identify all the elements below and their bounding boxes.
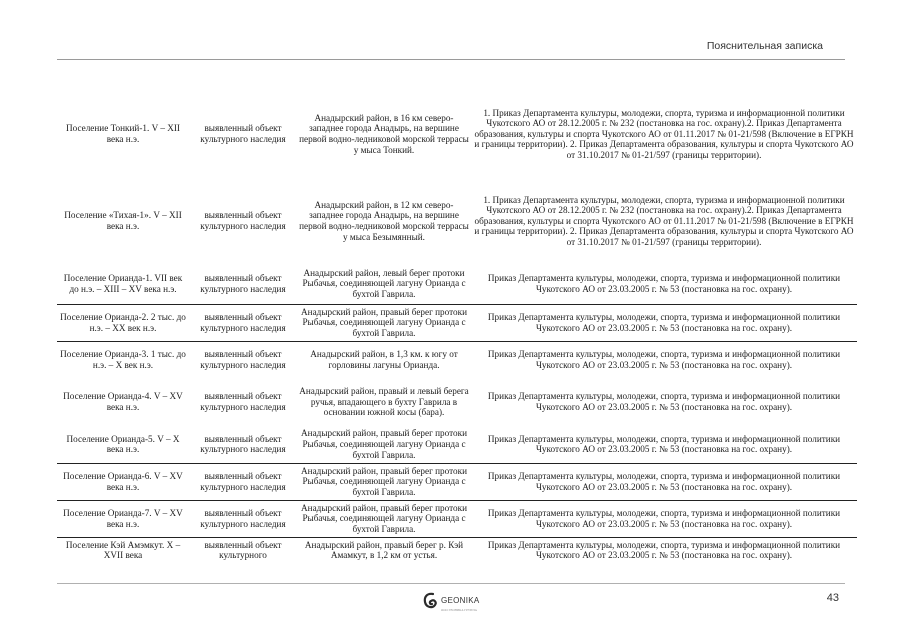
object-docs-cell: 1. Приказ Департамента культуры, молодежи, спорта, туризма и информационной политики Чукотского АО от 28.12.2005 г. № 232 (постановка на гос. охрану).2. Приказ Департамента образования, культуры и спорта Чукотского АО от 01.11.2017 № 01-21/598 (Включение в ЕГРКН и границы территории). 2. Приказ Департамента образования, культуры и спорта Чукотского АО от 31.10.2017 № 01-21/597 (границы территории). <box>474 107 854 160</box>
table-row <box>57 463 857 500</box>
object-docs-cell: Приказ Департамента культуры, молодежи, спорта, туризма и информационной политики Чукотского АО от 23.03.2005 г. № 53 (постановка на гос. охрану). <box>471 426 857 463</box>
object-status-cell: выявленный объект культурного наследия <box>189 264 297 304</box>
logo-wordmark: GEONIKA <box>441 596 480 605</box>
object-name-cell: Поселение Ориандa-1. VII век до н.э. – XIII – XV века н.э. <box>57 264 189 304</box>
table-row <box>57 304 857 341</box>
object-name-cell: Поселение Орианда-5. V – X века н.э. <box>57 426 189 463</box>
object-status-cell: выявленный объект культурного <box>204 539 282 561</box>
document-header-title: Пояснительная записка <box>706 40 823 52</box>
page-number: 43 <box>826 592 839 604</box>
object-status-cell: выявленный объект культурного наследия <box>200 210 286 231</box>
object-docs-cell: Приказ Департамента культуры, молодежи, спорта, туризма и информационной политики Чукотского АО от 23.03.2005 г. № 53 (постановка на гос. охрану). <box>487 539 841 561</box>
object-docs-cell: Приказ Департамента культуры, молодежи, спорта, туризма и информационной политики Чукотского АО от 23.03.2005 г. № 53 (постановка на гос. охрану). <box>471 304 857 341</box>
object-docs-cell: Приказ Департамента культуры, молодежи, спорта, туризма и информационной политики Чукотского АО от 23.03.2005 г. № 53 (постановка на гос. охрану). <box>471 463 857 500</box>
geonika-logo <box>422 590 480 612</box>
object-name-cell: Поселение Тонкий-1. V – XII века н.э. <box>66 123 180 144</box>
table-row <box>57 178 857 264</box>
header-rule <box>57 59 845 60</box>
object-name-cell: Поселение «Тихая-1». V – XII века н.э. <box>64 210 182 231</box>
object-name-cell: Поселение Орианда-6. V – XV века н.э. <box>57 463 189 500</box>
object-location-cell: Анадырский район, правый берег протоки Рыбачья, соединяющей лагуну Орианда с бухтой Гаврила. <box>297 426 471 463</box>
heritage-objects-table <box>57 90 857 563</box>
object-location-cell: Анадырский район, правый берег р. Кэй Амамкут, в 1,2 км от устья. <box>304 539 464 561</box>
logo-subtext: ООО ГЕОНИКА ГРУППА <box>441 608 477 612</box>
object-name-cell: Поселение Орианда-7. V – XV века н.э. <box>57 500 189 537</box>
object-location-cell: Анадырский район, правый берег протоки Рыбачья, соединяющей лагуну Орианда с бухтой Гаврила. <box>297 304 471 341</box>
object-docs-cell: Приказ Департамента культуры, молодежи, спорта, туризма и информационной политики Чукотского АО от 23.03.2005 г. № 53 (постановка на гос. охрану). <box>487 349 841 370</box>
object-status-cell: выявленный объект культурного наследия <box>200 349 286 370</box>
table-row <box>57 500 857 537</box>
footer-rule <box>57 583 845 584</box>
object-docs-cell: Приказ Департамента культуры, молодежи, спорта, туризма и информационной политики Чукотского АО от 23.03.2005 г. № 53 (постановка на гос. охрану). <box>487 391 841 412</box>
object-status-cell: выявленный объект культурного наследия <box>200 391 286 412</box>
object-status-cell: выявленный объект культурного наследия <box>189 463 297 500</box>
object-status-cell: выявленный объект культурного наследия <box>189 304 297 341</box>
object-name-cell: Поселение Кэй Амэмкут. X – XVII века <box>65 539 181 561</box>
object-docs-cell: Приказ Департамента культуры, молодежи, спорта, туризма и информационной политики Чукотского АО от 23.03.2005 г. № 53 (постановка на гос. охрану). <box>471 500 857 537</box>
table-row <box>57 378 857 426</box>
geonika-swirl-icon <box>422 591 438 611</box>
object-docs-cell: 1. Приказ Департамента культуры, молодежи, спорта, туризма и информационной политики Чукотского АО от 28.12.2005 г. № 232 (постановка на гос. охрану).2. Приказ Департамента образования, культуры и спорта Чукотского АО от 01.11.2017 № 01-21/598 (Включение в ЕГРКН и границы территории). 2. Приказ Департамента образования, культуры и спорта Чукотского АО от 31.10.2017 № 01-21/597 (границы территории). <box>474 194 854 247</box>
object-status-cell: выявленный объект культурного наследия <box>189 500 297 537</box>
object-location-cell: Анадырский район, правый и левый берега ручья, впадающего в бухту Гаврила в основании южной косы (бара). <box>299 386 469 418</box>
object-location-cell: Анадырский район, левый берег протоки Рыбачья, соединяющей лагуну Орианда с бухтой Гаврила. <box>297 264 471 304</box>
object-location-cell: Анадырский район, в 1,3 км. к югу от горловины лагуны Орианда. <box>310 349 458 370</box>
object-location-cell: Анадырский район, в 16 км северо-западнее города Анадырь, на вершине первой водно-ледниковой морской террасы у мыса Тонкий. <box>299 112 469 155</box>
object-docs-cell: Приказ Департамента культуры, молодежи, спорта, туризма и информационной политики Чукотского АО от 23.03.2005 г. № 53 (постановка на гос. охрану). <box>471 264 857 304</box>
object-name-cell: Поселение Орианда-4. V – XV века н.э. <box>63 391 183 412</box>
table-row <box>57 341 857 378</box>
table-row <box>57 90 857 178</box>
object-status-cell: выявленный объект культурного наследия <box>189 426 297 463</box>
object-name-cell: Поселение Орианда-2. 2 тыс. до н.э. – XX век н.э. <box>57 304 189 341</box>
object-location-cell: Анадырский район, в 12 км северо-западнее города Анадырь, на вершине первой водно-ледниковой морской террасы у мыса Безымянный. <box>299 199 469 242</box>
table-row <box>57 537 857 563</box>
object-location-cell: Анадырский район, правый берег протоки Рыбачья, соединяющей лагуну Орианда с бухтой Гаврила. <box>297 463 471 500</box>
object-name-cell: Поселение Орианда-3. 1 тыс. до н.э. – X век н.э. <box>60 349 186 370</box>
table-row <box>57 264 857 304</box>
table-row <box>57 426 857 463</box>
object-location-cell: Анадырский район, правый берег протоки Рыбачья, соединяющей лагуну Орианда с бухтой Гаврила. <box>297 500 471 537</box>
object-status-cell: выявленный объект культурного наследия <box>200 123 286 144</box>
